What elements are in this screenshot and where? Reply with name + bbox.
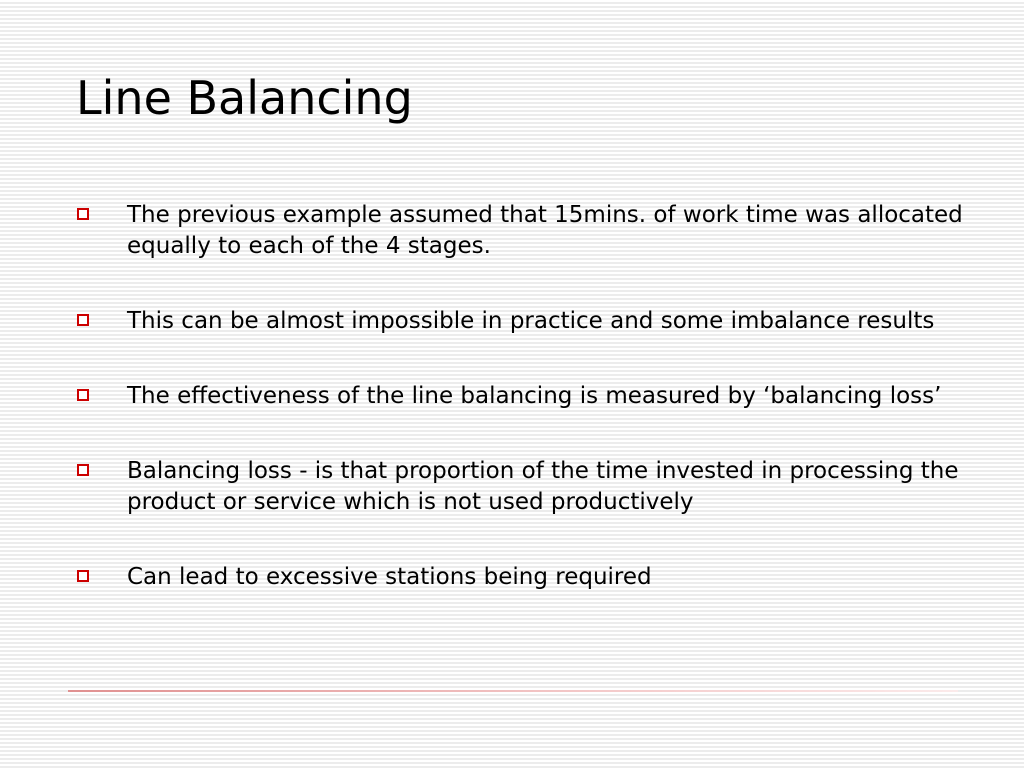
bullet-item	[76, 381, 976, 412]
bullet-text: Balancing loss - is that proportion of the time invested in processing the product or service which is not used productively	[127, 458, 959, 515]
slide-title: Line Balancing	[76, 71, 413, 125]
hollow-square-icon	[77, 570, 89, 582]
bullet-item	[76, 200, 976, 262]
hollow-square-icon	[77, 314, 89, 326]
bullet-list	[76, 200, 976, 593]
bullet-item	[76, 562, 976, 593]
bullet-item	[76, 456, 976, 518]
bullet-text: The previous example assumed that 15mins. of work time was allocated equally to each of the 4 stages.	[127, 202, 963, 259]
bullet-text: This can be almost impossible in practice and some imbalance results	[127, 308, 935, 334]
hollow-square-icon	[77, 208, 89, 220]
bullet-item	[76, 306, 976, 337]
hollow-square-icon	[77, 389, 89, 401]
bullet-text: Can lead to excessive stations being required	[127, 564, 652, 590]
bullet-text: The effectiveness of the line balancing is measured by ‘balancing loss’	[127, 383, 942, 409]
bottom-divider	[68, 690, 958, 692]
hollow-square-icon	[77, 464, 89, 476]
